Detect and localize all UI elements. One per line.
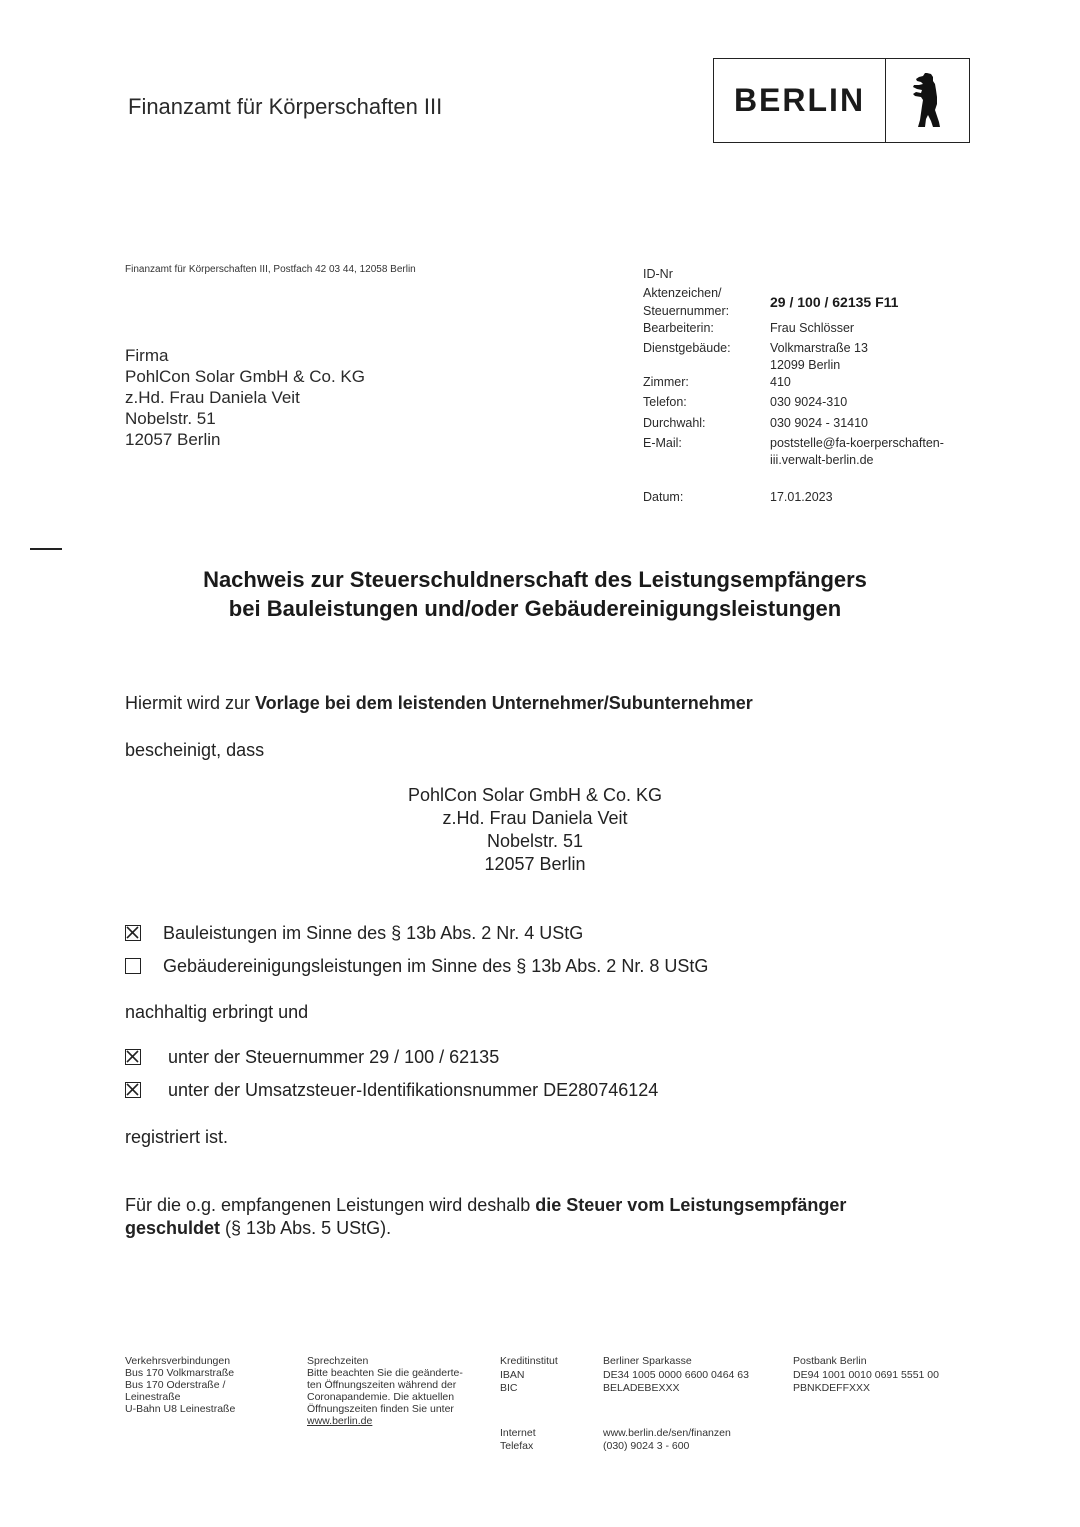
phone-label: Telefon: xyxy=(643,395,687,409)
email-value-line2: iii.verwalt-berlin.de xyxy=(770,453,874,467)
hours-heading: Sprechzeiten xyxy=(307,1355,369,1367)
email-value-line1: poststelle@fa-koerperschaften- xyxy=(770,436,944,450)
phone-value: 030 9024-310 xyxy=(770,395,848,409)
recipient-address xyxy=(125,345,365,450)
company-line: z.Hd. Frau Daniela Veit xyxy=(442,808,628,828)
tax-number-label: unter der Steuernummer 29 / 100 / 62135 xyxy=(168,1047,500,1067)
clerk-label: Bearbeiterin: xyxy=(643,321,714,335)
closing-paragraph xyxy=(125,1194,846,1240)
room-label: Zimmer: xyxy=(643,375,689,389)
recipient-line: 12057 Berlin xyxy=(125,430,221,449)
transport-line: U-Bahn U8 Leinestraße xyxy=(125,1403,236,1415)
hours-line: Bitte beachten Sie die geänderte- xyxy=(307,1367,463,1379)
internet-value: www.berlin.de/sen/finanzen xyxy=(603,1427,731,1439)
title-line-1: Nachweis zur Steuerschuldnerschaft des Leistungsempfängers xyxy=(203,567,867,592)
date-label: Datum: xyxy=(643,490,684,504)
intro-sentence xyxy=(125,693,753,713)
fax-value: (030) 9024 3 - 600 xyxy=(603,1440,690,1452)
hours-link: www.berlin.de xyxy=(307,1415,373,1427)
room-value: 410 xyxy=(770,375,791,389)
logo-bear-cell xyxy=(886,59,969,142)
checkbox-tax-number xyxy=(125,1049,141,1065)
certify-text: bescheinigt, dass xyxy=(125,740,265,760)
bank-label: Kreditinstitut xyxy=(500,1355,558,1367)
recipient-line: z.Hd. Frau Daniela Veit xyxy=(125,388,300,407)
checkbox-vat-id xyxy=(125,1082,141,1098)
closing-text-1: Für die o.g. empfangenen Leistungen wird deshalb xyxy=(125,1195,536,1215)
file-label-line1: Aktenzeichen/ xyxy=(643,286,722,300)
construction-services-label: Bauleistungen im Sinne des § 13b Abs. 2 Nr. 4 UStG xyxy=(163,923,584,943)
registered-text: registriert ist. xyxy=(125,1127,229,1147)
footer-bank-1 xyxy=(603,1355,749,1396)
footer-contact-labels xyxy=(500,1427,536,1453)
iban-label: IBAN xyxy=(500,1368,525,1381)
berlin-bear-icon xyxy=(910,72,944,128)
closing-text-2: (§ 13b Abs. 5 UStG). xyxy=(220,1218,392,1238)
bic-label: BIC xyxy=(500,1382,518,1394)
id-label: ID-Nr xyxy=(643,267,673,281)
sustained-text: nachhaltig erbringt und xyxy=(125,1002,309,1022)
title-line-2: bei Bauleistungen und/oder Gebäudereinigungsleistungen xyxy=(228,596,842,621)
vat-id-label: unter der Umsatzsteuer-Identifikationsnummer DE280746124 xyxy=(168,1080,659,1100)
check-x-icon xyxy=(126,926,139,939)
clerk-value: Frau Schlösser xyxy=(770,321,855,335)
transport-line: Bus 170 Volkmarstraße xyxy=(125,1367,235,1379)
date-value: 17.01.2023 xyxy=(770,490,833,504)
transport-heading: Verkehrsverbindungen xyxy=(125,1355,231,1367)
footer-bank-2 xyxy=(793,1355,939,1396)
recipient-line: Firma xyxy=(125,346,169,365)
cleaning-services-label: Gebäudereinigungsleistungen im Sinne des § 13b Abs. 2 Nr. 8 UStG xyxy=(163,956,709,976)
bank-1-name: Berliner Sparkasse xyxy=(603,1355,692,1367)
logo-text: BERLIN xyxy=(714,59,886,142)
closing-bold-2: geschuldet xyxy=(125,1218,221,1238)
checkbox-construction-services xyxy=(125,925,141,941)
bank-2-name: Postbank Berlin xyxy=(793,1355,867,1367)
transport-line: Leinestraße xyxy=(125,1391,181,1403)
closing-bold-1: die Steuer vom Leistungsempfänger xyxy=(535,1195,847,1215)
footer-office-hours xyxy=(307,1355,463,1427)
building-street: Volkmarstraße 13 xyxy=(770,341,868,355)
company-line: 12057 Berlin xyxy=(484,854,586,874)
authority-name: Finanzamt für Körperschaften III xyxy=(128,94,443,119)
bank-2-iban: DE94 1001 0010 0691 5551 00 xyxy=(793,1368,939,1381)
checkbox-cleaning-services xyxy=(125,958,141,974)
internet-label: Internet xyxy=(500,1427,536,1439)
company-line: Nobelstr. 51 xyxy=(486,831,584,851)
intro-text: Hiermit wird zur xyxy=(125,693,256,713)
footer-bank-labels xyxy=(500,1355,558,1396)
building-label: Dienstgebäude: xyxy=(643,341,731,355)
bank-1-bic: BELADEBEXXX xyxy=(603,1382,680,1394)
check-x-icon xyxy=(126,1083,139,1096)
hours-line: ten Öffnungszeiten während der xyxy=(307,1379,457,1391)
check-x-icon xyxy=(126,1050,139,1063)
footer-transport xyxy=(125,1355,235,1415)
document-title xyxy=(35,565,1035,623)
direct-dial-label: Durchwahl: xyxy=(643,416,706,430)
company-address-block xyxy=(35,784,1035,876)
fax-label: Telefax xyxy=(500,1440,534,1452)
recipient-line: Nobelstr. 51 xyxy=(125,409,216,428)
hours-line: Öffnungszeiten finden Sie unter xyxy=(307,1403,454,1415)
fold-mark xyxy=(30,548,62,550)
bank-2-bic: PBNKDEFFXXX xyxy=(793,1382,871,1394)
file-label-line2: Steuernummer: xyxy=(643,304,730,318)
sender-return-address: Finanzamt für Körperschaften III, Postfach 42 03 44, 12058 Berlin xyxy=(125,264,416,275)
transport-line: Bus 170 Oderstraße / xyxy=(125,1379,226,1391)
bank-1-iban: DE34 1005 0000 6600 0464 63 xyxy=(603,1368,749,1381)
building-city: 12099 Berlin xyxy=(770,358,841,372)
tax-number-value: 29 / 100 / 62135 F11 xyxy=(770,294,899,310)
hours-line: Coronapandemie. Die aktuellen xyxy=(307,1391,455,1403)
recipient-line: PohlCon Solar GmbH & Co. KG xyxy=(125,367,365,386)
intro-bold: Vorlage bei dem leistenden Unternehmer/Subunternehmer xyxy=(255,693,753,713)
email-label: E-Mail: xyxy=(643,436,682,450)
footer-contact-values xyxy=(603,1427,731,1453)
berlin-logo xyxy=(713,58,970,143)
direct-dial-value: 030 9024 - 31410 xyxy=(770,416,869,430)
company-line: PohlCon Solar GmbH & Co. KG xyxy=(407,785,663,805)
